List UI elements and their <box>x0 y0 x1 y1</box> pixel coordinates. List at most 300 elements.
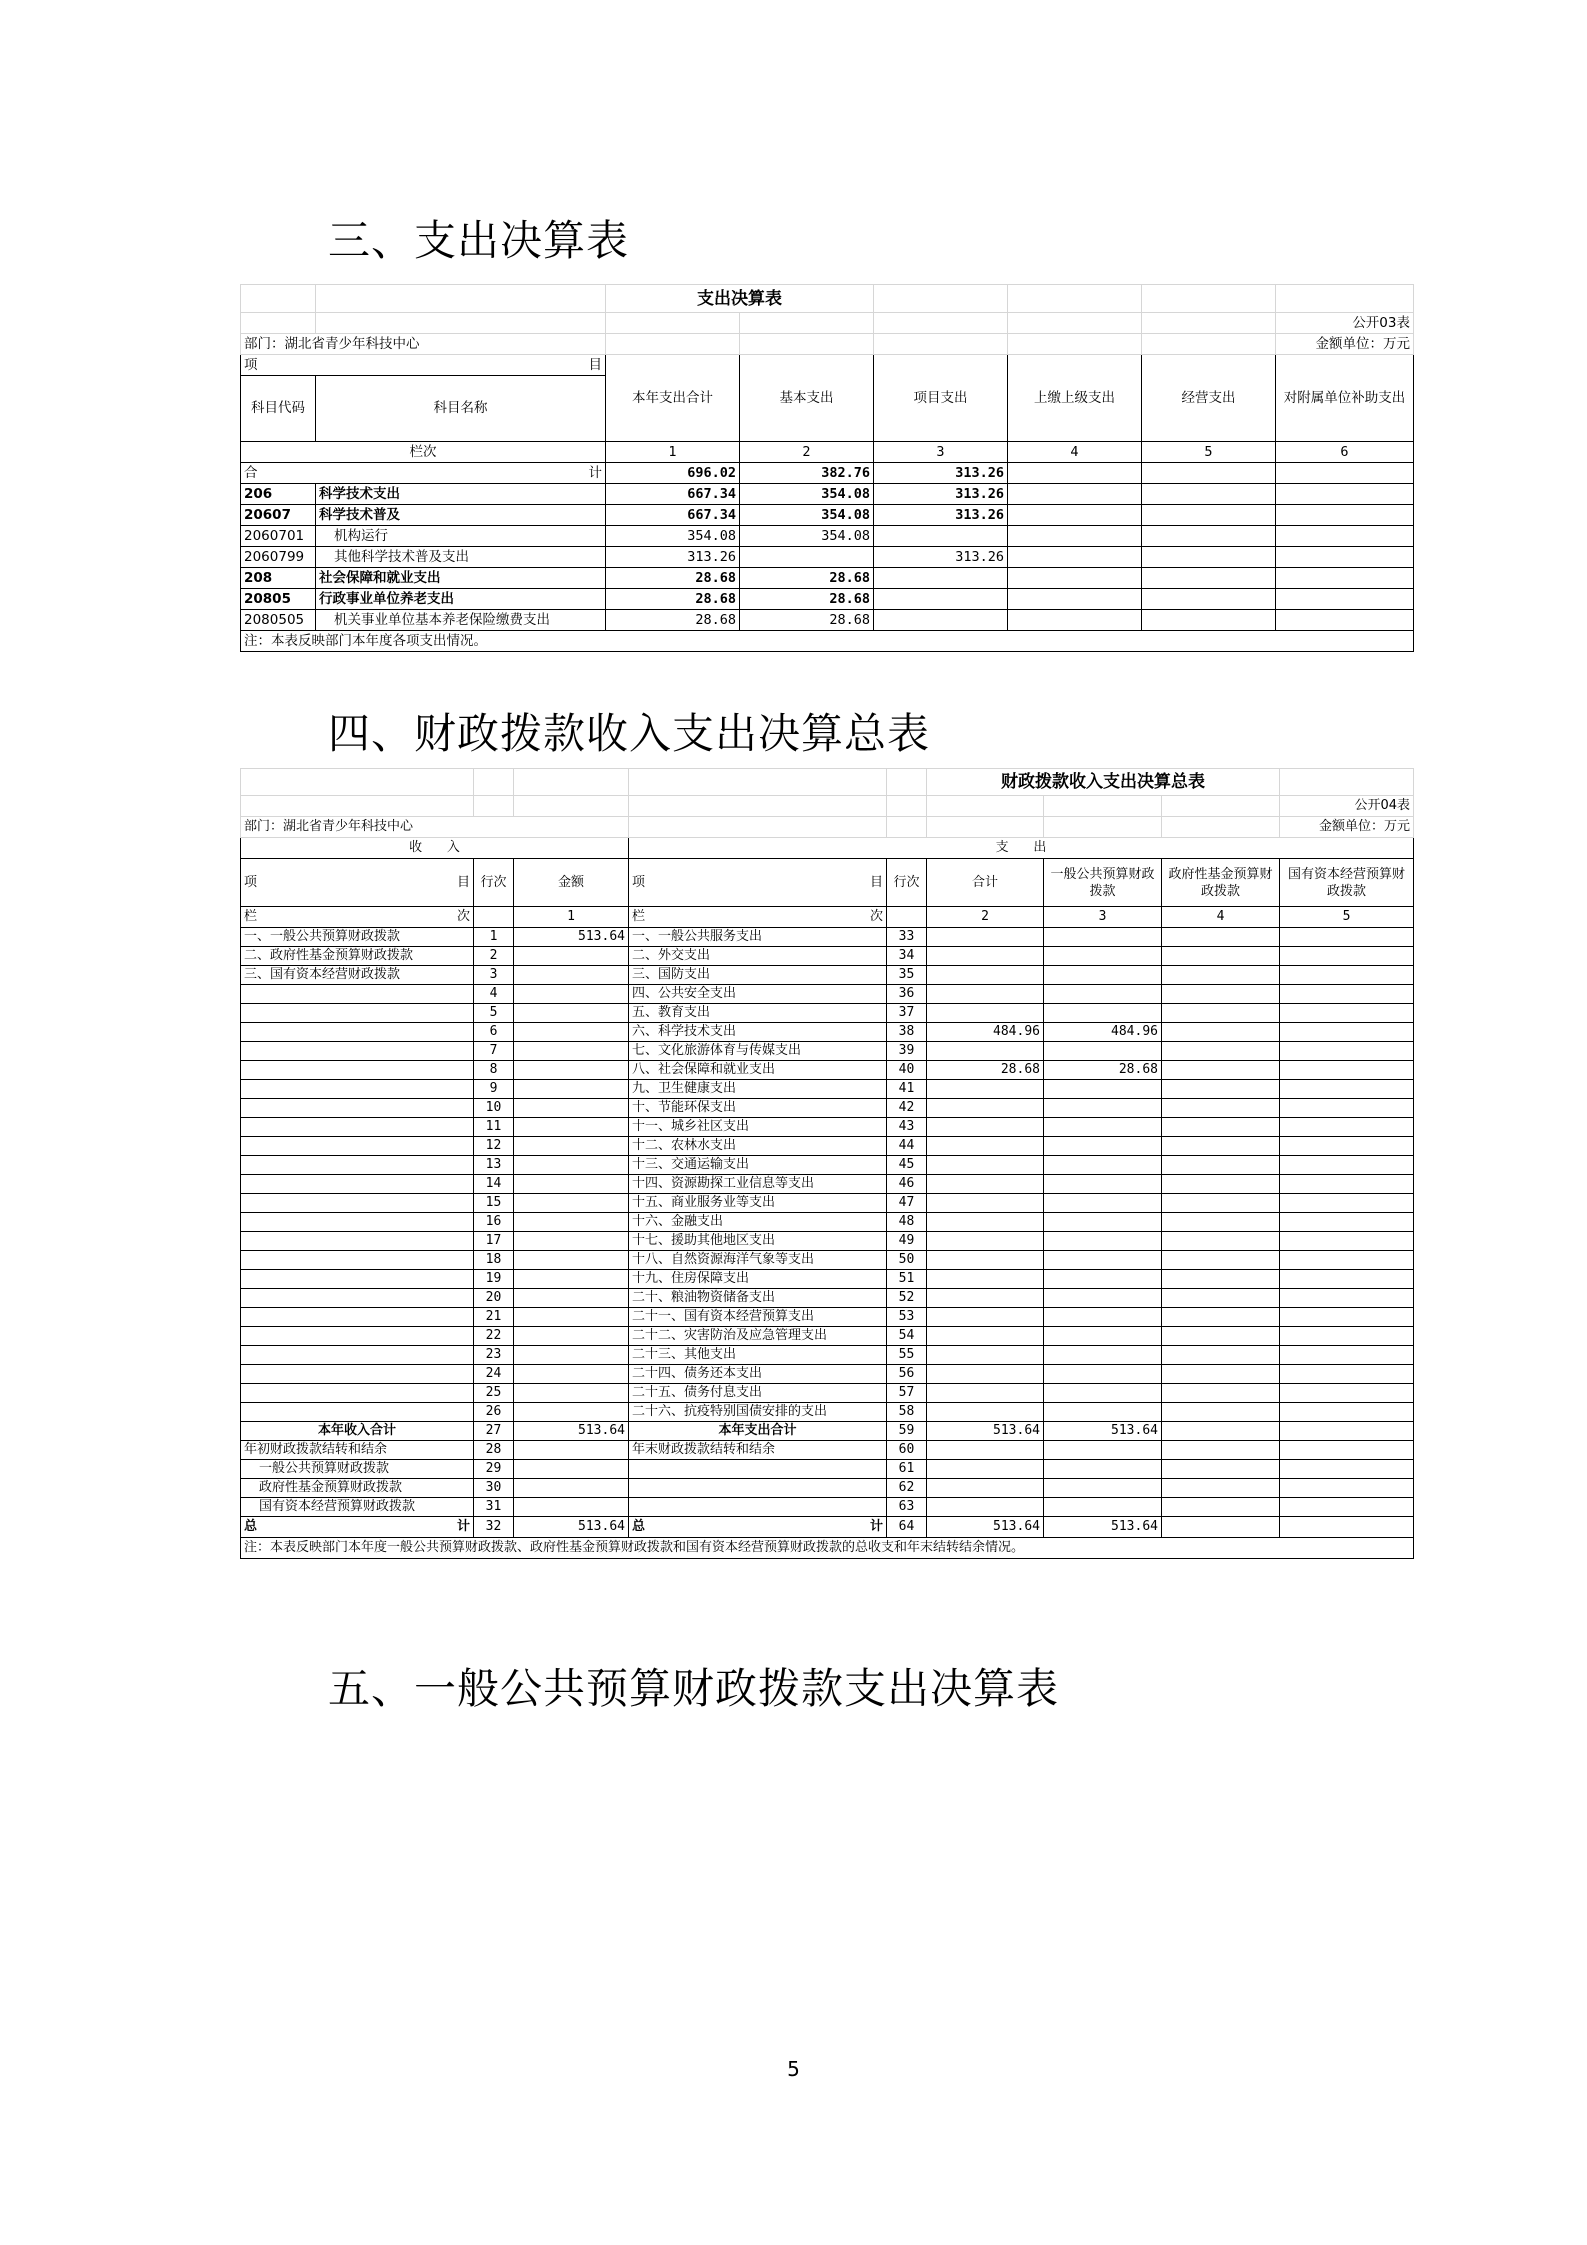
amount: 28.68 <box>740 568 874 589</box>
header-line-no: 行次 <box>887 859 927 907</box>
income-item: 一般公共预算财政拨款 <box>241 1460 474 1479</box>
amount <box>514 1175 629 1194</box>
line-no: 40 <box>887 1061 927 1080</box>
line-no: 51 <box>887 1270 927 1289</box>
amount <box>1162 1498 1280 1517</box>
expenditure-item: 五、教育支出 <box>629 1004 887 1023</box>
table-title: 支出决算表 <box>606 285 874 313</box>
table-row <box>241 505 1414 526</box>
amount <box>927 1403 1044 1422</box>
header-item-income: 项 目 <box>241 859 474 907</box>
amount <box>927 1346 1044 1365</box>
amount <box>740 547 874 568</box>
amount <box>927 1308 1044 1327</box>
amount <box>1044 1384 1162 1403</box>
header-amount: 金额 <box>514 859 629 907</box>
col-number: 3 <box>874 442 1008 463</box>
amount: 313.26 <box>874 547 1008 568</box>
subject-code: 208 <box>241 568 316 589</box>
subject-code: 2060799 <box>241 547 316 568</box>
table-row <box>241 1156 1414 1175</box>
amount <box>1142 484 1276 505</box>
amount <box>1044 1004 1162 1023</box>
amount: 513.64 <box>1044 1517 1162 1538</box>
amount <box>1280 1403 1414 1422</box>
expenditure-item: 十五、商业服务业等支出 <box>629 1194 887 1213</box>
amount <box>1162 1327 1280 1346</box>
amount <box>1044 1194 1162 1213</box>
line-no: 17 <box>474 1232 514 1251</box>
amount <box>1044 1403 1162 1422</box>
amount <box>1280 1517 1414 1538</box>
amount <box>874 568 1008 589</box>
amount <box>514 1498 629 1517</box>
amount <box>927 1327 1044 1346</box>
amount <box>514 1156 629 1175</box>
subject-name: 机关事业单位基本养老保险缴费支出 <box>316 610 606 631</box>
colrow-label: 栏 次 <box>629 907 887 928</box>
amount <box>1044 1441 1162 1460</box>
expenditure-item <box>629 1498 887 1517</box>
line-no: 31 <box>474 1498 514 1517</box>
table-row <box>241 1460 1414 1479</box>
amount <box>514 1232 629 1251</box>
line-no: 15 <box>474 1194 514 1213</box>
fiscal-summary-table <box>240 768 1413 1559</box>
amount <box>1280 1080 1414 1099</box>
amount <box>514 1251 629 1270</box>
amount <box>1162 966 1280 985</box>
line-no: 64 <box>887 1517 927 1538</box>
amount <box>1280 1460 1414 1479</box>
table-row <box>241 1023 1414 1042</box>
subject-name: 科学技术支出 <box>316 484 606 505</box>
amount <box>514 1080 629 1099</box>
line-no: 52 <box>887 1289 927 1308</box>
amount <box>1142 568 1276 589</box>
line-no: 53 <box>887 1308 927 1327</box>
income-item: 一、一般公共预算财政拨款 <box>241 928 474 947</box>
amount <box>1044 1042 1162 1061</box>
income-item <box>241 985 474 1004</box>
col-number: 4 <box>1162 907 1280 928</box>
expenditure-item: 十六、金融支出 <box>629 1213 887 1232</box>
amount <box>1008 484 1142 505</box>
amount <box>927 1118 1044 1137</box>
amount <box>1280 1251 1414 1270</box>
table-note: 注：本表反映部门本年度各项支出情况。 <box>241 631 1414 652</box>
amount <box>1142 526 1276 547</box>
amount <box>927 985 1044 1004</box>
amount: 28.68 <box>1044 1061 1162 1080</box>
amount <box>927 966 1044 985</box>
amount <box>1044 1118 1162 1137</box>
grand-total-label: 总 计 <box>629 1517 887 1538</box>
amount <box>1280 985 1414 1004</box>
amount <box>514 1289 629 1308</box>
amount <box>927 1175 1044 1194</box>
amount <box>874 610 1008 631</box>
amount <box>1162 1232 1280 1251</box>
table-row <box>241 1384 1414 1403</box>
expenditure-item: 十四、资源勘探工业信息等支出 <box>629 1175 887 1194</box>
amount <box>927 1194 1044 1213</box>
col-number: 2 <box>927 907 1044 928</box>
total-label: 合 计 <box>241 463 606 484</box>
amount <box>514 1365 629 1384</box>
col-number: 6 <box>1276 442 1414 463</box>
amount <box>927 947 1044 966</box>
income-item <box>241 1365 474 1384</box>
income-item <box>241 1327 474 1346</box>
amount <box>1280 1061 1414 1080</box>
table-row <box>241 1118 1414 1137</box>
amount: 354.08 <box>740 505 874 526</box>
amount <box>1162 1251 1280 1270</box>
amount <box>1280 1194 1414 1213</box>
income-item <box>241 1251 474 1270</box>
expenditure-item: 本年支出合计 <box>629 1422 887 1441</box>
line-no: 55 <box>887 1346 927 1365</box>
line-no: 26 <box>474 1403 514 1422</box>
amount: 28.68 <box>740 610 874 631</box>
section5-heading: 五、一般公共预算财政拨款支出决算表 <box>328 1664 1060 1713</box>
amount <box>1280 1365 1414 1384</box>
amount <box>1162 947 1280 966</box>
amount <box>514 985 629 1004</box>
line-no: 58 <box>887 1403 927 1422</box>
line-no: 19 <box>474 1270 514 1289</box>
col-header: 对附属单位补助支出 <box>1276 355 1414 442</box>
amount <box>927 1099 1044 1118</box>
line-no: 46 <box>887 1175 927 1194</box>
subject-code: 20607 <box>241 505 316 526</box>
amount <box>1044 1498 1162 1517</box>
amount: 354.08 <box>606 526 740 547</box>
col-number: 2 <box>740 442 874 463</box>
amount: 28.68 <box>740 589 874 610</box>
income-item <box>241 1384 474 1403</box>
expenditure-item: 二十、粮油物资储备支出 <box>629 1289 887 1308</box>
expenditure-item: 二十四、债务还本支出 <box>629 1365 887 1384</box>
amount <box>1162 1441 1280 1460</box>
line-no: 45 <box>887 1156 927 1175</box>
subject-name: 机构运行 <box>316 526 606 547</box>
amount <box>514 1118 629 1137</box>
amount <box>1280 928 1414 947</box>
line-no: 11 <box>474 1118 514 1137</box>
line-no: 59 <box>887 1422 927 1441</box>
amount <box>1008 568 1142 589</box>
amount: 354.08 <box>740 526 874 547</box>
amount <box>1280 1270 1414 1289</box>
amount <box>1044 1137 1162 1156</box>
amount <box>1276 568 1414 589</box>
income-item <box>241 1156 474 1175</box>
expenditure-item: 二十一、国有资本经营预算支出 <box>629 1308 887 1327</box>
expenditure-table <box>240 284 1413 652</box>
amount <box>1280 1289 1414 1308</box>
amount <box>1162 1479 1280 1498</box>
amount <box>1044 1232 1162 1251</box>
amount: 28.68 <box>606 568 740 589</box>
amount <box>927 1156 1044 1175</box>
amount <box>1280 1422 1414 1441</box>
amount: 484.96 <box>1044 1023 1162 1042</box>
income-item <box>241 1213 474 1232</box>
income-item <box>241 1023 474 1042</box>
line-no: 63 <box>887 1498 927 1517</box>
table-row <box>241 568 1414 589</box>
expenditure-item: 十八、自然资源海洋气象等支出 <box>629 1251 887 1270</box>
subject-name: 科学技术普及 <box>316 505 606 526</box>
amount <box>1162 1175 1280 1194</box>
colrow-label: 栏次 <box>241 442 606 463</box>
table-row <box>241 1422 1414 1441</box>
line-no: 1 <box>474 928 514 947</box>
amount <box>1280 1327 1414 1346</box>
amount <box>1162 1042 1280 1061</box>
amount <box>1142 589 1276 610</box>
line-no: 10 <box>474 1099 514 1118</box>
amount <box>927 1460 1044 1479</box>
amount <box>1162 1118 1280 1137</box>
table-row <box>241 1441 1414 1460</box>
table-row <box>241 1213 1414 1232</box>
expenditure-header: 支 出 <box>629 838 1414 859</box>
expenditure-item <box>629 1479 887 1498</box>
header-line-no: 行次 <box>474 859 514 907</box>
table-row <box>241 1004 1414 1023</box>
expenditure-item: 二、外交支出 <box>629 947 887 966</box>
income-item <box>241 1099 474 1118</box>
line-no: 27 <box>474 1422 514 1441</box>
line-no: 12 <box>474 1137 514 1156</box>
table-row <box>241 1251 1414 1270</box>
table-row <box>241 1498 1414 1517</box>
amount <box>1044 1080 1162 1099</box>
amount: 313.26 <box>874 505 1008 526</box>
amount <box>514 1213 629 1232</box>
income-item: 二、政府性基金预算财政拨款 <box>241 947 474 966</box>
amount <box>1142 505 1276 526</box>
amount: 513.64 <box>1044 1422 1162 1441</box>
amount <box>1276 484 1414 505</box>
line-no: 23 <box>474 1346 514 1365</box>
table-row <box>241 985 1414 1004</box>
table-row <box>241 610 1414 631</box>
amount <box>1276 526 1414 547</box>
amount <box>1162 1384 1280 1403</box>
subject-code: 206 <box>241 484 316 505</box>
line-no: 5 <box>474 1004 514 1023</box>
line-no: 62 <box>887 1479 927 1498</box>
amount <box>1280 1175 1414 1194</box>
amount <box>1280 1156 1414 1175</box>
amount <box>927 1289 1044 1308</box>
amount <box>1162 1308 1280 1327</box>
amount: 354.08 <box>740 484 874 505</box>
amount <box>1280 1384 1414 1403</box>
amount <box>1280 1232 1414 1251</box>
amount <box>1280 1213 1414 1232</box>
table-title: 财政拨款收入支出决算总表 <box>927 769 1280 796</box>
section3-heading: 三、支出决算表 <box>328 216 630 265</box>
amount <box>1280 1023 1414 1042</box>
amount <box>1280 947 1414 966</box>
income-item: 国有资本经营预算财政拨款 <box>241 1498 474 1517</box>
header-total: 合计 <box>927 859 1044 907</box>
table-row <box>241 1346 1414 1365</box>
amount <box>1280 1004 1414 1023</box>
amount <box>1280 1479 1414 1498</box>
expenditure-item: 二十三、其他支出 <box>629 1346 887 1365</box>
amount <box>927 1384 1044 1403</box>
header-general-budget: 一般公共预算财政拨款 <box>1044 859 1162 907</box>
table-row <box>241 1232 1414 1251</box>
table-row <box>241 484 1414 505</box>
amount: 28.68 <box>606 589 740 610</box>
col-header: 上缴上级支出 <box>1008 355 1142 442</box>
table-note: 注：本表反映部门本年度一般公共预算财政拨款、政府性基金预算财政拨款和国有资本经营预算财政拨款的总收支和年末结转结余情况。 <box>241 1538 1414 1559</box>
amount <box>1008 526 1142 547</box>
amount <box>927 1213 1044 1232</box>
table-row <box>241 1403 1414 1422</box>
amount <box>1008 547 1142 568</box>
amount <box>1162 1061 1280 1080</box>
amount <box>514 1479 629 1498</box>
line-no: 47 <box>887 1194 927 1213</box>
table-row <box>241 1327 1414 1346</box>
amount: 513.64 <box>514 1517 629 1538</box>
amount <box>1044 966 1162 985</box>
header-code: 科目代码 <box>241 376 316 442</box>
col-header: 经营支出 <box>1142 355 1276 442</box>
income-item <box>241 1042 474 1061</box>
amount: 313.26 <box>606 547 740 568</box>
amount <box>1142 610 1276 631</box>
expenditure-item: 十一、城乡社区支出 <box>629 1118 887 1137</box>
amount <box>1044 1479 1162 1498</box>
income-item <box>241 1175 474 1194</box>
department-label: 部门：湖北省青少年科技中心 <box>241 334 606 355</box>
amount <box>1044 985 1162 1004</box>
col-number: 5 <box>1280 907 1414 928</box>
amount <box>514 1346 629 1365</box>
amount <box>1008 589 1142 610</box>
amount: 513.64 <box>514 928 629 947</box>
page-number: 5 <box>787 2057 800 2081</box>
form-number: 公开04表 <box>1280 796 1414 817</box>
amount <box>927 1365 1044 1384</box>
subject-name: 其他科学技术普及支出 <box>316 547 606 568</box>
table-row <box>241 547 1414 568</box>
amount <box>514 1099 629 1118</box>
line-no: 43 <box>887 1118 927 1137</box>
colrow-label: 栏 次 <box>241 907 474 928</box>
amount <box>1280 1118 1414 1137</box>
col-number: 1 <box>606 442 740 463</box>
amount <box>1044 1365 1162 1384</box>
amount-unit: 金额单位：万元 <box>1276 334 1414 355</box>
amount: 313.26 <box>874 484 1008 505</box>
income-item <box>241 1004 474 1023</box>
total-value <box>1276 463 1414 484</box>
income-item <box>241 1137 474 1156</box>
amount <box>927 1441 1044 1460</box>
income-item: 年初财政拨款结转和结余 <box>241 1441 474 1460</box>
line-no: 34 <box>887 947 927 966</box>
income-item <box>241 1346 474 1365</box>
expenditure-item: 十、节能环保支出 <box>629 1099 887 1118</box>
expenditure-item: 十二、农林水支出 <box>629 1137 887 1156</box>
line-no: 38 <box>887 1023 927 1042</box>
amount <box>927 1498 1044 1517</box>
expenditure-item: 十三、交通运输支出 <box>629 1156 887 1175</box>
amount <box>874 589 1008 610</box>
line-no: 61 <box>887 1460 927 1479</box>
amount <box>1162 928 1280 947</box>
line-no: 8 <box>474 1061 514 1080</box>
amount <box>1162 1460 1280 1479</box>
line-no: 41 <box>887 1080 927 1099</box>
line-no: 14 <box>474 1175 514 1194</box>
table-row <box>241 1061 1414 1080</box>
amount <box>927 1042 1044 1061</box>
amount <box>514 1194 629 1213</box>
amount <box>1276 610 1414 631</box>
amount <box>1162 1080 1280 1099</box>
line-no: 54 <box>887 1327 927 1346</box>
income-item <box>241 1118 474 1137</box>
amount <box>927 1251 1044 1270</box>
amount <box>1280 1099 1414 1118</box>
table-row <box>241 1289 1414 1308</box>
amount <box>1162 985 1280 1004</box>
expenditure-item: 六、科学技术支出 <box>629 1023 887 1042</box>
line-no: 20 <box>474 1289 514 1308</box>
amount <box>1162 1517 1280 1538</box>
col-header: 基本支出 <box>740 355 874 442</box>
amount <box>1044 1099 1162 1118</box>
line-no: 7 <box>474 1042 514 1061</box>
expenditure-item: 一、一般公共服务支出 <box>629 928 887 947</box>
line-no: 16 <box>474 1213 514 1232</box>
amount <box>514 1384 629 1403</box>
income-item: 政府性基金预算财政拨款 <box>241 1479 474 1498</box>
table-row <box>241 1080 1414 1099</box>
amount <box>1162 1270 1280 1289</box>
expenditure-item: 三、国防支出 <box>629 966 887 985</box>
amount <box>1044 1156 1162 1175</box>
income-item <box>241 1080 474 1099</box>
amount <box>514 1308 629 1327</box>
line-no: 9 <box>474 1080 514 1099</box>
header-state-capital: 国有资本经营预算财政拨款 <box>1280 859 1414 907</box>
amount <box>927 1270 1044 1289</box>
line-no: 6 <box>474 1023 514 1042</box>
table-row <box>241 526 1414 547</box>
subject-code: 2060701 <box>241 526 316 547</box>
expenditure-item: 十九、住房保障支出 <box>629 1270 887 1289</box>
expenditure-item: 十七、援助其他地区支出 <box>629 1232 887 1251</box>
amount <box>1044 1460 1162 1479</box>
line-no: 44 <box>887 1137 927 1156</box>
table-row <box>241 1099 1414 1118</box>
line-no: 21 <box>474 1308 514 1327</box>
amount <box>1276 547 1414 568</box>
table-row <box>241 928 1414 947</box>
